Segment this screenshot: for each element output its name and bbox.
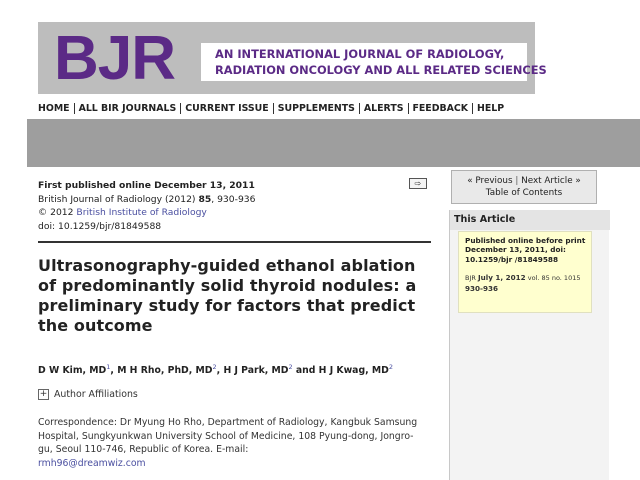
journal-banner bbox=[38, 22, 547, 94]
nav-supplements[interactable]: SUPPLEMENTS bbox=[273, 103, 359, 114]
nav-all-bir-journals[interactable]: ALL BIR JOURNALS bbox=[74, 103, 181, 114]
article-navigation-box bbox=[451, 170, 597, 204]
table-of-contents-link[interactable]: Table of Contents bbox=[485, 188, 563, 198]
nav-feedback[interactable]: FEEDBACK bbox=[408, 103, 473, 114]
first-published-date: First published online December 13, 2011 bbox=[38, 180, 255, 191]
header-gray-bar bbox=[27, 119, 640, 167]
journal-pages: , 930-936 bbox=[211, 193, 256, 205]
author-affiliation-ref[interactable]: 1 bbox=[106, 363, 111, 371]
nav-current-issue[interactable]: CURRENT ISSUE bbox=[180, 103, 272, 114]
tagline-line-2: RADIATION ONCOLOGY AND ALL RELATED SCIENCES bbox=[215, 63, 547, 77]
issue-citation bbox=[465, 273, 591, 294]
citation-pages: 930-936 bbox=[465, 283, 498, 293]
copyright-owner-link[interactable]: British Institute of Radiology bbox=[76, 207, 207, 218]
journal-name: British Journal of Radiology (2012) bbox=[38, 193, 199, 205]
copyright-line bbox=[38, 206, 255, 220]
journal-volume: 85 bbox=[198, 193, 212, 205]
next-article-link[interactable]: Next Article » bbox=[521, 176, 581, 186]
citation-date: July 1, 2012 bbox=[477, 273, 526, 283]
correspondence-email-link[interactable]: rmh96@dreamwiz.com bbox=[38, 457, 146, 469]
publication-info-box bbox=[458, 231, 592, 313]
prev-next-row bbox=[452, 175, 596, 187]
journal-tagline bbox=[201, 43, 547, 81]
nav-separator: | bbox=[512, 176, 522, 186]
top-navigation bbox=[38, 101, 508, 115]
nav-alerts[interactable]: ALERTS bbox=[359, 103, 408, 114]
author-affiliation-ref[interactable]: 2 bbox=[288, 363, 293, 371]
bjr-logo[interactable]: BJR bbox=[54, 24, 176, 93]
tagline-line-1: AN INTERNATIONAL JOURNAL OF RADIOLOGY, bbox=[215, 47, 505, 61]
this-article-heading: This Article bbox=[450, 210, 610, 230]
author-name: D W Kim, MD bbox=[38, 365, 107, 376]
expand-plus-icon[interactable]: + bbox=[39, 389, 48, 399]
share-arrow-icon[interactable]: ⇨ bbox=[409, 178, 427, 189]
copyright-year: © 2012 bbox=[38, 207, 77, 218]
author-affiliations-label[interactable]: Author Affiliations bbox=[54, 389, 138, 400]
article-metadata bbox=[38, 179, 255, 233]
previous-article-link[interactable]: « Previous bbox=[467, 176, 513, 186]
citation-volume: vol. 85 no. 1015 bbox=[525, 274, 581, 283]
author-separator: and bbox=[292, 365, 319, 376]
published-online-note: Published online before print December 13, 2011, doi: 10.1259/bjr /81849588 bbox=[465, 236, 586, 264]
journal-citation bbox=[38, 193, 255, 207]
article-title: Ultrasonography-guided ethanol ablation of predominantly solid thyroid nodules: a preliminary study for factors that predict the outcome bbox=[38, 256, 417, 335]
nav-help[interactable]: HELP bbox=[472, 103, 508, 114]
author-separator: , bbox=[216, 365, 224, 376]
author-affiliation-ref[interactable]: 2 bbox=[212, 363, 217, 371]
citation-journal: BJR bbox=[465, 274, 478, 283]
author-separator: , bbox=[110, 365, 118, 376]
nav-home[interactable]: HOME bbox=[38, 102, 70, 114]
author-name: H J Park, MD bbox=[223, 365, 289, 376]
correspondence-text: Correspondence: Dr Myung Ho Rho, Department of Radiology, Kangbuk Samsung Hospital, Sungkyunkwan University School of Medicine, 108 Pyung-dong, Jongro-gu, Seoul 110-746, Republic of Korea. E-mail: bbox=[38, 417, 418, 455]
this-article-panel bbox=[449, 210, 609, 480]
doi-line: doi: 10.1259/bjr/81849588 bbox=[38, 220, 162, 232]
author-affiliations-toggle[interactable] bbox=[38, 389, 138, 400]
author-name: H J Kwag, MD bbox=[318, 365, 389, 376]
author-affiliation-ref[interactable]: 2 bbox=[388, 363, 393, 371]
author-name: M H Rho, PhD, MD bbox=[117, 365, 213, 376]
title-divider bbox=[38, 241, 431, 243]
correspondence-block bbox=[38, 416, 418, 470]
author-list bbox=[38, 363, 393, 376]
